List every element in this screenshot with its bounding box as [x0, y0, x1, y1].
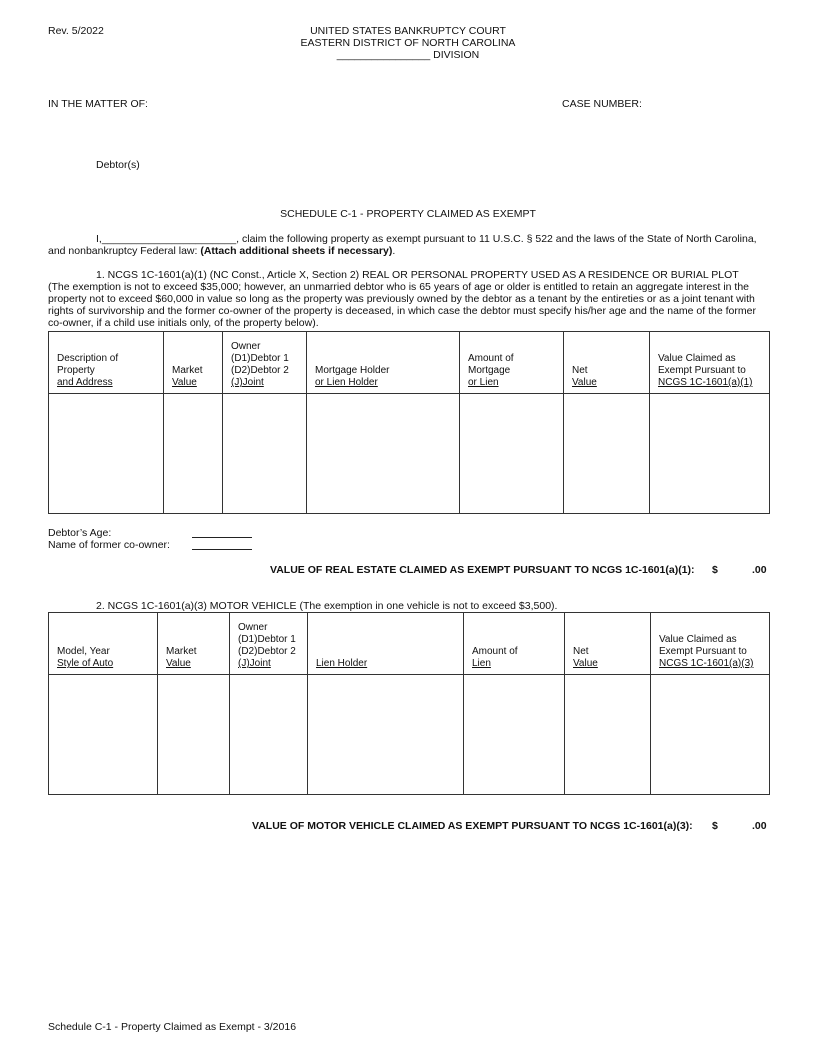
- cell-owner[interactable]: [230, 675, 308, 795]
- col-header-market-value: Market Value: [158, 613, 230, 675]
- col-header-description: Description of Property and Address: [49, 332, 164, 394]
- cell-amount-lien[interactable]: [464, 675, 565, 795]
- division-blank[interactable]: ________________: [336, 49, 431, 61]
- claimant-name-blank[interactable]: _______________________: [101, 233, 237, 245]
- real-estate-total-cents[interactable]: .00: [752, 564, 767, 576]
- claim-line-2: [48, 245, 770, 257]
- revision-label: Rev. 5/2022: [48, 25, 104, 37]
- cell-mortgage-holder[interactable]: [307, 394, 460, 514]
- cell-amount-mortgage[interactable]: [460, 394, 564, 514]
- case-number-label: CASE NUMBER:: [562, 98, 642, 110]
- col-header-model-year: Model, Year Style of Auto: [49, 613, 158, 675]
- table-row: [49, 675, 770, 795]
- section1-line4: rights of survivorship and the former co-owner of the property is deceased, in which case the debtor must specify his/her age and the name of the former: [48, 305, 756, 317]
- col-header-net-value: Net Value: [564, 332, 650, 394]
- debtor-age-label: Debtor’s Age:: [48, 527, 112, 539]
- cell-owner[interactable]: [223, 394, 307, 514]
- col-header-amount-mortgage: Amount of Mortgage or Lien: [460, 332, 564, 394]
- cell-market-value[interactable]: [164, 394, 223, 514]
- claim-text-2: and nonbankruptcy Federal law:: [48, 245, 201, 257]
- former-coowner-label: Name of former co-owner:: [48, 539, 170, 551]
- motor-vehicle-total-label: VALUE OF MOTOR VEHICLE CLAIMED AS EXEMPT PURSUANT TO NCGS 1C-1601(a)(3):: [252, 820, 693, 832]
- cell-value-claimed[interactable]: [651, 675, 770, 795]
- col-header-lien-holder: Lien Holder: [308, 613, 464, 675]
- former-coowner-field[interactable]: [192, 538, 252, 550]
- section1-heading: 1. NCGS 1C-1601(a)(1) (NC Const., Article X, Section 2) REAL OR PERSONAL PROPERTY USED AS A RESIDENCE OR BURIAL PLOT: [96, 269, 739, 281]
- section1-line2: (The exemption is not to exceed $35,000; however, an unmarried debtor who is 65 years of age or older is entitled to retain an aggregate interest in the: [48, 281, 750, 293]
- real-estate-dollar-sign: $: [712, 564, 718, 576]
- cell-lien-holder[interactable]: [308, 675, 464, 795]
- motor-vehicle-dollar-sign: $: [712, 820, 718, 832]
- page-footer: Schedule C-1 - Property Claimed as Exempt - 3/2016: [48, 1021, 297, 1033]
- cell-market-value[interactable]: [158, 675, 230, 795]
- debtor-age-field[interactable]: [192, 526, 252, 538]
- cell-model-year[interactable]: [49, 675, 158, 795]
- col-header-market-value: Market Value: [164, 332, 223, 394]
- cell-value-claimed[interactable]: [650, 394, 770, 514]
- col-header-amount-lien: Amount of Lien: [464, 613, 565, 675]
- table-header-row: [49, 332, 770, 394]
- page-title: SCHEDULE C-1 - PROPERTY CLAIMED AS EXEMPT: [280, 208, 536, 220]
- cell-net-value[interactable]: [565, 675, 651, 795]
- debtor-info: [48, 527, 170, 551]
- attach-note: (Attach additional sheets if necessary): [200, 245, 393, 257]
- motor-vehicle-table: [48, 612, 770, 795]
- real-estate-total-label: VALUE OF REAL ESTATE CLAIMED AS EXEMPT PURSUANT TO NCGS 1C-1601(a)(1):: [270, 564, 695, 576]
- claim-paragraph: [48, 233, 770, 257]
- table-row: [49, 394, 770, 514]
- section1-text: [48, 269, 770, 329]
- table-header-row: [49, 613, 770, 675]
- col-header-value-claimed: Value Claimed as Exempt Pursuant to NCGS 1C-1601(a)(1): [650, 332, 770, 394]
- court-name: UNITED STATES BANKRUPTCY COURT: [310, 25, 506, 37]
- cell-description[interactable]: [49, 394, 164, 514]
- court-header: [0, 25, 816, 61]
- debtors-label: Debtor(s): [96, 159, 140, 171]
- claim-period: .: [392, 245, 396, 257]
- section2-heading-note: (The exemption in one vehicle is not to exceed $3,500).: [299, 600, 558, 612]
- claim-prefix: I,: [96, 233, 102, 245]
- col-header-owner: Owner (D1)Debtor 1 (D2)Debtor 2 (J)Joint: [223, 332, 307, 394]
- section1-line5: co-owner, if a child use initials only, of the property below).: [48, 317, 319, 329]
- col-header-net-value: Net Value: [565, 613, 651, 675]
- section2-heading: [96, 600, 557, 612]
- district-name: EASTERN DISTRICT OF NORTH CAROLINA: [300, 37, 516, 49]
- claim-line-1: [48, 233, 770, 245]
- matter-label: IN THE MATTER OF:: [48, 98, 148, 110]
- division-line: [0, 49, 816, 61]
- division-label: DIVISION: [433, 49, 480, 61]
- section1-line3: property not to exceed $60,000 in value so long as the property was previously owned by the debtor as a tenant by the entireties or as a joint tenant with: [48, 293, 755, 305]
- claim-text: , claim the following property as exempt pursuant to 11 U.S.C. § 522 and the laws of the State of North Carolina,: [236, 233, 757, 245]
- col-header-value-claimed: Value Claimed as Exempt Pursuant to NCGS 1C-1601(a)(3): [651, 613, 770, 675]
- cell-net-value[interactable]: [564, 394, 650, 514]
- col-header-mortgage-holder: Mortgage Holder or Lien Holder: [307, 332, 460, 394]
- real-property-table: [48, 331, 770, 514]
- col-header-owner: Owner (D1)Debtor 1 (D2)Debtor 2 (J)Joint: [230, 613, 308, 675]
- motor-vehicle-total-cents[interactable]: .00: [752, 820, 767, 832]
- section2-heading-text: 2. NCGS 1C-1601(a)(3) MOTOR VEHICLE: [96, 600, 300, 612]
